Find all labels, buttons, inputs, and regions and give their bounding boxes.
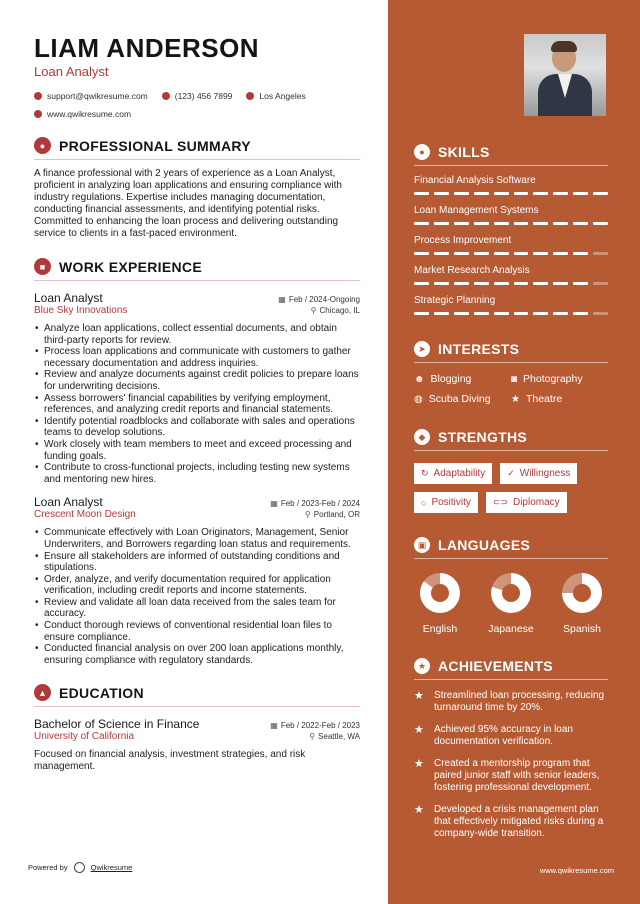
degree: Bachelor of Science in Finance [34, 717, 200, 732]
skill-level-bar [414, 192, 608, 196]
award-icon: ★ [414, 658, 430, 674]
language-item [488, 573, 534, 635]
list-item: • Review and validate all loan data received from the sales team for accuracy. [44, 597, 360, 620]
job-dates: Feb / 2024-Ongoing [288, 295, 360, 304]
qwikresume-logo-icon [74, 862, 85, 873]
skill-level-bar [414, 282, 608, 286]
users-icon: ☻ [414, 373, 425, 385]
strength-label: Positivity [431, 497, 471, 508]
job-location: Portland, OR [313, 510, 360, 520]
interest-label: Photography [523, 373, 583, 385]
footer-branding [28, 862, 132, 873]
language-level-donut [562, 573, 602, 613]
brand-link[interactable]: Qwikresume [90, 863, 133, 872]
calendar-icon: ▦ [278, 295, 286, 304]
achievement-text: Streamlined loan processing, reducing turnaround time by 20%. [434, 690, 605, 713]
graduation-icon: ▲ [34, 684, 51, 701]
skill-name: Process Improvement [414, 235, 512, 246]
pin-icon: ⚲ [304, 510, 311, 520]
interest-label: Theatre [525, 393, 563, 405]
education-dates: Feb / 2022-Feb / 2023 [280, 721, 360, 731]
language-label: Spanish [563, 623, 601, 635]
skill-item [414, 235, 608, 256]
achievement-text: Achieved 95% accuracy in loan documentation verification. [434, 724, 573, 747]
job-entry [34, 495, 360, 666]
strength-label: Diplomacy [512, 497, 560, 508]
language-level-donut [420, 573, 460, 613]
job-title: Loan Analyst [34, 495, 103, 510]
achievement-text: Created a mentorship program that paired junior staff with senior leaders, fostering professional development. [434, 758, 600, 793]
strength-tag [500, 463, 577, 484]
skill-level-bar [414, 222, 608, 226]
location-pin-icon: ● [414, 144, 430, 160]
skill-level-bar [414, 312, 608, 316]
email-text[interactable]: support@qwikresume.com [47, 91, 148, 101]
skill-name: Market Research Analysis [414, 265, 530, 276]
interest-item [414, 373, 511, 385]
strengths-section [414, 429, 608, 513]
experience-title: WORK EXPERIENCE [59, 258, 202, 275]
email-icon [34, 92, 42, 100]
interests-title: INTERESTS [438, 341, 520, 357]
location-text: Los Angeles [259, 91, 306, 101]
interest-item [414, 393, 511, 405]
job-location: Chicago, IL [319, 306, 360, 315]
strength-tag [414, 492, 478, 513]
summary-title: PROFESSIONAL SUMMARY [59, 137, 251, 154]
achievements-section [414, 658, 608, 840]
list-item: • Analyze loan applications, collect essential documents, and obtain third-party reports for review. [44, 323, 360, 346]
camera-icon: ◙ [511, 373, 518, 385]
achievement-text: Developed a crisis management plan that effectively mitigated risks during a company-wide transition. [434, 804, 604, 839]
pin-icon: ⚲ [309, 732, 316, 742]
pin-icon: ⚲ [310, 306, 317, 315]
strength-label: Willingness [519, 468, 571, 479]
job-company: Crescent Moon Design [34, 509, 136, 521]
trophy-icon: ★ [414, 758, 424, 770]
refresh-icon: ↻ [421, 468, 429, 478]
skill-name: Financial Analysis Software [414, 175, 536, 186]
education-entry [34, 717, 360, 773]
list-item: • Assess borrowers' financial capabilities by verifying employment, references, and analyzing credit reports and financial statements. [44, 393, 360, 416]
strengths-title: STRENGTHS [438, 429, 528, 445]
languages-title: LANGUAGES [438, 537, 531, 553]
list-item: • Process loan applications and communicate with customers to gather necessary documentation and address inquiries. [44, 346, 360, 369]
list-item: • Communicate effectively with Loan Originators, Management, Senior Underwriters, and Borrowers regarding loan status and requirements. [44, 527, 360, 550]
languages-section [414, 537, 608, 635]
skill-level-bar [414, 252, 608, 256]
trophy-icon: ★ [414, 724, 424, 736]
calendar-icon: ▦ [270, 499, 278, 509]
language-label: Japanese [488, 623, 534, 635]
education-header [34, 684, 360, 707]
language-label: English [422, 623, 458, 635]
education-title: EDUCATION [59, 684, 144, 701]
skill-item [414, 205, 608, 226]
list-item: • Ensure all stakeholders are informed of outstanding conditions and stipulations. [44, 551, 360, 574]
calendar-icon: ▦ [270, 721, 278, 731]
school: University of California [34, 731, 135, 743]
language-icon: ▣ [414, 537, 430, 553]
list-item: • Identify potential roadblocks and collaborate with sales and operations teams to develop solutions. [44, 416, 360, 439]
job-bullets [34, 527, 360, 666]
job-dates: Feb / 2023-Feb / 2024 [280, 499, 360, 509]
job-entry [34, 291, 360, 485]
trophy-icon: ★ [414, 804, 424, 816]
interests-section [414, 341, 608, 405]
contact-info [34, 91, 360, 119]
skill-name: Loan Management Systems [414, 205, 539, 216]
strength-tag [486, 492, 567, 513]
list-item [414, 724, 608, 748]
language-level-donut [491, 573, 531, 613]
website-icon [34, 110, 42, 118]
trophy-icon: ★ [414, 690, 424, 702]
education-location: Seattle, WA [318, 732, 360, 742]
rocket-icon: ➤ [414, 341, 430, 357]
skill-item [414, 295, 608, 316]
phone-text[interactable]: (123) 456 7899 [174, 91, 233, 101]
list-item: • Review and analyze documents against credit policies to prepare loans for underwriting decisions. [44, 369, 360, 392]
language-item [420, 573, 460, 635]
strength-tag [414, 463, 492, 484]
globe-icon: ◍ [414, 393, 423, 405]
summary-text: A finance professional with 2 years of experience as a Loan Analyst, proficient in analyzing loan applications and ensuring compliance with industry regulations. Expertise includes managing documentation, conducting financial assessments, and identifying potential risks. Committed to enhancing the loan process and delivering outstanding service to clients in a fast-paced environment. [34, 168, 342, 239]
list-item [414, 758, 608, 794]
language-item [562, 573, 602, 635]
summary-header [34, 137, 360, 160]
strength-label: Adaptability [433, 468, 486, 479]
location-icon [246, 92, 254, 100]
list-item: • Contribute to cross-functional projects, including testing new systems and mentoring new hires. [44, 462, 360, 485]
achievements-title: ACHIEVEMENTS [438, 658, 553, 674]
briefcase-icon: ■ [34, 258, 51, 275]
profile-photo [524, 34, 606, 116]
list-item: • Work closely with team members to meet and exceed processing and funding goals. [44, 439, 360, 462]
user-icon: ● [34, 137, 51, 154]
circle-icon: ○ [421, 497, 427, 508]
skill-name: Strategic Planning [414, 295, 496, 306]
shield-icon: ◆ [414, 429, 430, 445]
list-item [414, 690, 608, 714]
list-item: • Conducted financial analysis on over 200 loan applications monthly, ensuring compliance with regulatory standards. [44, 643, 360, 666]
phone-icon [162, 92, 170, 100]
website-text[interactable]: www.qwikresume.com [47, 109, 132, 119]
skill-item [414, 265, 608, 286]
education-text: Focused on financial analysis, investment strategies, and risk management. [34, 749, 306, 773]
job-company: Blue Sky Innovations [34, 305, 128, 316]
list-item: • Conduct thorough reviews of conventional residential loan files to ensure compliance. [44, 620, 360, 643]
list-item [414, 804, 608, 840]
interest-label: Blogging [430, 373, 472, 385]
skills-section [414, 144, 608, 316]
handshake-icon: ⊂⊃ [492, 497, 508, 507]
job-bullets [34, 323, 360, 485]
star-icon: ★ [511, 393, 520, 405]
candidate-name: LIAM ANDERSON [34, 33, 260, 63]
thumbs-up-icon: ✓ [507, 468, 515, 478]
list-item: • Order, analyze, and verify documentation required for application verification, including credit reports and income statements. [44, 574, 360, 597]
skill-item [414, 175, 608, 196]
sidebar [388, 0, 640, 904]
skills-title: SKILLS [438, 144, 490, 160]
job-title: Loan Analyst [34, 291, 103, 305]
powered-by-text: Powered by [28, 863, 68, 872]
interest-item [511, 393, 608, 405]
interest-item [511, 373, 608, 385]
experience-header [34, 258, 360, 281]
footer-site[interactable]: www.qwikresume.com [539, 866, 614, 875]
interest-label: Scuba Diving [428, 393, 491, 405]
candidate-role: Loan Analyst [34, 64, 109, 79]
